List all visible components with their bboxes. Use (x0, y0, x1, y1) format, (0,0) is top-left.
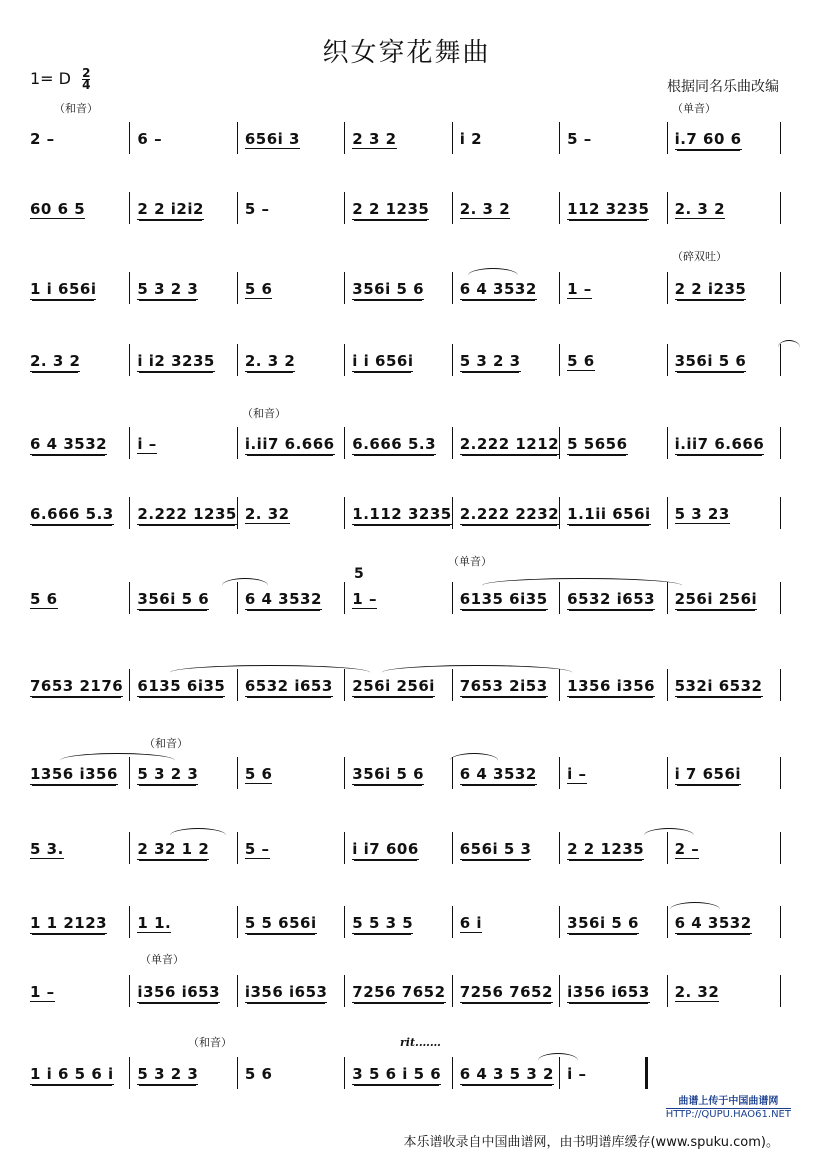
bar-line (344, 427, 345, 459)
measure: 3 5 6 i 5 6 (352, 1065, 442, 1083)
score-line (30, 352, 782, 378)
bar-line (780, 192, 781, 224)
measure: 1 – (30, 983, 55, 1001)
measure: i – (137, 435, 157, 453)
measure: 532i 6532 (674, 677, 763, 695)
bar-line (452, 344, 453, 376)
bar-line (559, 272, 560, 304)
measure: 356i 5 6 (352, 765, 425, 783)
bar-line (344, 497, 345, 529)
slur (482, 578, 682, 593)
measure: 2. 32 (674, 983, 720, 1001)
measure: 6 4 3532 (459, 280, 537, 298)
bar-line (780, 497, 781, 529)
bar-line (129, 122, 130, 154)
bar-line (237, 1057, 238, 1089)
measure: 5 5656 (567, 435, 628, 453)
measure: 356i 5 6 (352, 280, 425, 298)
bar-line (559, 906, 560, 938)
measure: 2. 3 2 (674, 200, 726, 218)
measure: 356i 5 6 (137, 590, 210, 608)
measure: 2 2 1235 (567, 840, 645, 858)
score-line (30, 765, 782, 791)
measure: 6532 i653 (244, 677, 333, 695)
tremolo-mark: （碎双吐） (672, 250, 727, 263)
slur (170, 665, 370, 680)
score-line (30, 200, 782, 226)
measure: 5 6 (30, 590, 58, 608)
bar-line (667, 272, 668, 304)
measure: i i2 3235 (137, 352, 215, 370)
harmonic-mark: （和音） (144, 737, 188, 750)
bar-line (129, 344, 130, 376)
measure: 256i 256i (352, 677, 435, 695)
slur (450, 753, 498, 768)
source-footer (0, 1131, 813, 1150)
measure: 1 i 656i (30, 280, 97, 298)
bar-line (559, 122, 560, 154)
bar-line (452, 975, 453, 1007)
bar-line (667, 497, 668, 529)
bar-line (237, 122, 238, 154)
slur (60, 753, 175, 768)
bar-line (344, 272, 345, 304)
slur (382, 665, 572, 680)
measure: 1 – (567, 280, 592, 298)
bar-line (452, 497, 453, 529)
measure: 6 i (459, 914, 483, 932)
measure: 2 32 1 2 (137, 840, 210, 858)
measure: 1 i 6 5 6 i (30, 1065, 114, 1083)
measure: 2. 3 2 (459, 200, 511, 218)
key-label: 1= D (30, 69, 71, 88)
bar-line (237, 975, 238, 1007)
measure: 6 4 3532 (30, 435, 108, 453)
measure: 6.666 5.3 (30, 505, 114, 523)
bar-line (780, 757, 781, 789)
bar-line (667, 906, 668, 938)
measure: 1 – (352, 590, 377, 608)
bar-line (452, 192, 453, 224)
score-line (30, 677, 782, 703)
harmonic-mark: （和音） (188, 1036, 232, 1049)
slur (538, 1053, 578, 1068)
measure: 2 2 i235 (674, 280, 747, 298)
bar-line (780, 832, 781, 864)
measure: 5 3 2 3 (459, 352, 521, 370)
arranger-note: 根据同名乐曲改编 (667, 79, 779, 95)
bar-line (559, 975, 560, 1007)
measure: 2.222 2232 (459, 505, 560, 523)
measure: 5 6 (244, 1065, 273, 1083)
measure: 656i 3 (244, 130, 300, 148)
measure: 2 3 2 (352, 130, 397, 148)
measure: 5 5 656i (244, 914, 317, 932)
final-bar-line (645, 1057, 648, 1089)
score-title: 织女穿花舞曲 (322, 38, 491, 68)
single-tone-mark: （单音） (672, 102, 716, 115)
bar-line (237, 832, 238, 864)
bar-line (344, 1057, 345, 1089)
bar-line (237, 757, 238, 789)
bar-line (344, 582, 345, 614)
measure: 112 3235 (567, 200, 650, 218)
ritardando-mark: rit.…… (400, 1036, 441, 1049)
measure: 2. 32 (244, 505, 290, 523)
bar-line (780, 272, 781, 304)
bar-line (667, 344, 668, 376)
bar-line (129, 192, 130, 224)
time-signature-bottom: 4 (82, 78, 91, 92)
measure: i.ii7 6.666 (674, 435, 765, 453)
bar-line (780, 122, 781, 154)
measure: 2. 3 2 (244, 352, 296, 370)
measure: 1 1 2123 (30, 914, 108, 932)
measure: 5 – (567, 130, 592, 148)
measure: 356i 5 6 (567, 914, 639, 932)
bar-line (237, 906, 238, 938)
score-line (30, 914, 782, 940)
bar-line (452, 1057, 453, 1089)
source-text: 本乐谱收录自中国曲谱网，由书明谱库缓存(www.spuku.com)。 (403, 1135, 779, 1150)
measure: 7653 2176 (30, 677, 124, 695)
bar-line (559, 427, 560, 459)
measure: 1356 i356 (567, 677, 656, 695)
measure: i – (567, 1065, 587, 1083)
bar-line (344, 757, 345, 789)
measure: 2.222 1212 (459, 435, 560, 453)
stamp-line-1: 曲谱上传于中国曲谱网 (666, 1096, 791, 1109)
bar-line (559, 757, 560, 789)
bar-line (129, 1057, 130, 1089)
measure: i356 i653 (137, 983, 221, 1001)
bar-line (452, 906, 453, 938)
measure: 356i 5 6 (674, 352, 747, 370)
slur (222, 578, 268, 593)
measure: 6135 6i35 (137, 677, 226, 695)
bar-line (129, 669, 130, 701)
measure: 5 6 (244, 280, 273, 298)
bar-line (129, 272, 130, 304)
bar-line (344, 906, 345, 938)
measure: 5 – (244, 840, 270, 858)
single-tone-mark: （单音） (448, 555, 492, 568)
measure: 6 4 3532 (459, 765, 537, 783)
score-line (30, 590, 782, 616)
measure: 2. 3 2 (30, 352, 81, 370)
bar-line (129, 427, 130, 459)
measure: i.7 60 6 (674, 130, 742, 148)
bar-line (559, 832, 560, 864)
bar-line (129, 497, 130, 529)
measure: 5 5 3 5 (352, 914, 414, 932)
measure: 1 1. (137, 914, 172, 932)
measure: 6135 6i35 (459, 590, 548, 608)
slur (170, 828, 226, 843)
bar-line (129, 906, 130, 938)
measure: 6 – (137, 130, 163, 148)
bar-line (237, 272, 238, 304)
bar-line (780, 975, 781, 1007)
measure: 5 3 2 3 (137, 1065, 199, 1083)
measure: 7256 7652 (352, 983, 446, 1001)
bar-line (780, 669, 781, 701)
bar-line (667, 757, 668, 789)
bar-line (237, 192, 238, 224)
measure: 6 4 3532 (674, 914, 752, 932)
measure: 7653 2i53 (459, 677, 548, 695)
harmonic-mark: （和音） (242, 407, 286, 420)
bar-line (344, 975, 345, 1007)
bar-line (780, 427, 781, 459)
score-line (30, 840, 782, 866)
measure: 1.112 3235 (352, 505, 452, 523)
measure: 1.1ii 656i (567, 505, 651, 523)
measure: 7256 7652 (459, 983, 553, 1001)
bar-line (667, 192, 668, 224)
measure: 2 2 1235 (352, 200, 430, 218)
measure: i i 656i (352, 352, 414, 370)
bar-line (780, 582, 781, 614)
measure: 2 – (30, 130, 55, 148)
stamp-line-2: HTTP://QUPU.HAO61.NET (665, 1109, 791, 1120)
measure: 256i 256i (674, 590, 758, 608)
measure: 5 3 2 3 (137, 765, 199, 783)
bar-line (667, 975, 668, 1007)
bar-line (667, 427, 668, 459)
bar-line (780, 906, 781, 938)
measure: 5 – (244, 200, 270, 218)
score-line (30, 1065, 782, 1091)
measure: i 7 656i (674, 765, 742, 783)
measure: 2.222 1235 (137, 505, 237, 523)
bar-line (452, 832, 453, 864)
single-tone-mark: （单音） (140, 953, 184, 966)
measure: 5 6 (244, 765, 273, 783)
measure: 1356 i356 (30, 765, 118, 783)
slur (778, 340, 800, 355)
bar-line (559, 497, 560, 529)
score-line (30, 280, 782, 306)
slur (670, 902, 720, 917)
bar-line (344, 832, 345, 864)
bar-line (667, 669, 668, 701)
bar-line (129, 582, 130, 614)
bar-line (344, 344, 345, 376)
bar-line (344, 122, 345, 154)
measure: i.ii7 6.666 (244, 435, 335, 453)
slur (644, 828, 694, 843)
bar-line (559, 344, 560, 376)
measure: 2 2 i2i2 (137, 200, 204, 218)
bar-line (452, 582, 453, 614)
measure: 5 3. (30, 840, 64, 858)
bar-line (344, 192, 345, 224)
measure: 6 4 3532 (244, 590, 322, 608)
measure: 2 – (674, 840, 700, 858)
bar-line (667, 122, 668, 154)
measure: 6532 i653 (567, 590, 656, 608)
bar-line (452, 272, 453, 304)
bar-line (237, 427, 238, 459)
source-stamp (666, 1096, 791, 1121)
measure: i356 i653 (244, 983, 328, 1001)
measure: i 2 (459, 130, 483, 148)
bar-line (237, 344, 238, 376)
measure: i356 i653 (567, 983, 650, 1001)
key-signature (30, 68, 90, 91)
measure: 5 3 23 (674, 505, 730, 523)
measure: 6 4 3 5 3 2 (459, 1065, 554, 1083)
bar-line (559, 192, 560, 224)
bar-line (129, 832, 130, 864)
fingering-five: 5 (354, 566, 364, 582)
measure: i i7 606 (352, 840, 419, 858)
slur (468, 268, 518, 283)
measure: 656i 5 3 (459, 840, 532, 858)
measure: 5 3 2 3 (137, 280, 199, 298)
bar-line (129, 975, 130, 1007)
time-signature (82, 68, 90, 91)
time-signature-top: 2 (82, 66, 91, 80)
score-line (30, 983, 782, 1009)
bar-line (452, 427, 453, 459)
measure: i – (567, 765, 587, 783)
measure: 60 6 5 (30, 200, 86, 218)
score-line (30, 130, 782, 156)
bar-line (237, 497, 238, 529)
measure: 5 6 (567, 352, 595, 370)
bar-line (452, 122, 453, 154)
harmonic-mark: （和音） (54, 102, 98, 115)
score-line (30, 435, 782, 461)
measure: 6.666 5.3 (352, 435, 437, 453)
score-line (30, 505, 782, 531)
